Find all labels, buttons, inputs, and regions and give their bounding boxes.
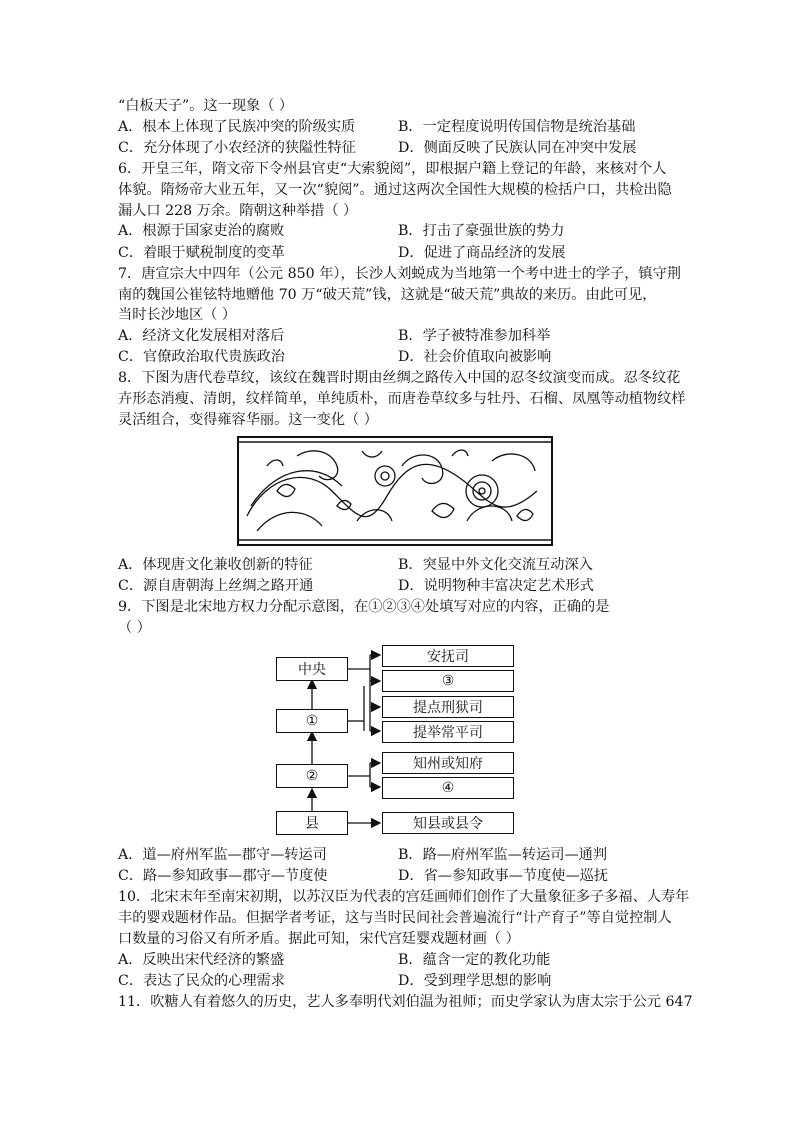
q10-option-d[interactable]: D．受到理学思想的影响 bbox=[398, 973, 552, 989]
q5-option-a[interactable]: A．根本上体现了民族冲突的阶级实质 bbox=[118, 119, 356, 135]
q5-stem-tail: “白板天子”。这一现象（ ） bbox=[118, 98, 294, 114]
diagram-box-blank-4: ④ bbox=[382, 777, 514, 799]
q8-option-c[interactable]: C．源自唐朝海上丝绸之路开通 bbox=[118, 578, 314, 594]
q5-option-c[interactable]: C．充分体现了小农经济的狭隘性特征 bbox=[118, 140, 356, 156]
q6-option-d[interactable]: D．促进了商品经济的发展 bbox=[398, 245, 566, 261]
tang-scroll-pattern-image bbox=[237, 436, 553, 546]
diagram-box-central: 中央 bbox=[276, 657, 348, 681]
q9-stem-line-2: （ ） bbox=[118, 620, 151, 636]
q5-option-b[interactable]: B．一定程度说明传国信物是统治基础 bbox=[398, 119, 636, 135]
diagram-box-zhizhou: 知州或知府 bbox=[382, 752, 514, 774]
q10-option-b[interactable]: B．蕴含一定的教化功能 bbox=[398, 952, 551, 968]
diagram-box-tidian: 提点刑狱司 bbox=[382, 696, 514, 718]
diagram-box-blank-3: ③ bbox=[382, 670, 514, 692]
q8-stem-line-1: 8．下图为唐代卷草纹，该纹在魏晋时期由丝绸之路传入中国的忍冬纹演变而成。忍冬纹花 bbox=[118, 370, 681, 386]
q7-option-a[interactable]: A．经济文化发展相对落后 bbox=[118, 328, 285, 344]
q6-option-c[interactable]: C．着眼于赋税制度的变革 bbox=[118, 245, 285, 261]
q10-option-a[interactable]: A．反映出宋代经济的繁盛 bbox=[118, 952, 285, 968]
diagram-box-county: 县 bbox=[276, 811, 348, 835]
q7-option-c[interactable]: C．官僚政治取代贵族政治 bbox=[118, 349, 285, 365]
q9-option-a[interactable]: A．道—府州军监—郡守—转运司 bbox=[118, 847, 327, 863]
q11-stem-line-1: 11．吹糖人有着悠久的历史，艺人多奉明代刘伯温为祖师；而史学家认为唐太宗于公元 647 bbox=[118, 994, 693, 1010]
q10-option-c[interactable]: C．表达了民众的心理需求 bbox=[118, 973, 285, 989]
q9-option-d[interactable]: D．省—参知政事—节度使—巡抚 bbox=[398, 868, 609, 884]
q8-stem-line-3: 灵活组合，变得雍容华丽。这一变化（ ） bbox=[118, 412, 378, 428]
diagram-box-blank-2: ② bbox=[276, 764, 348, 788]
q8-option-a[interactable]: A．体现唐文化兼收创新的特征 bbox=[118, 557, 313, 573]
q8-option-b[interactable]: B．突显中外文化交流互动深入 bbox=[398, 557, 593, 573]
q8-option-d[interactable]: D．说明物种丰富决定艺术形式 bbox=[398, 578, 594, 594]
q5-option-d[interactable]: D．侧面反映了民族认同在冲突中发展 bbox=[398, 140, 637, 156]
q9-option-b[interactable]: B．路—府州军监—转运司—通判 bbox=[398, 847, 608, 863]
diagram-box-zhixian: 知县或县令 bbox=[382, 812, 514, 834]
q10-stem-line-2: 丰的婴戏题材作品。但据学者考证，这与当时民间社会普遍流行“计产育子”等自觉控制人 bbox=[118, 910, 672, 926]
q6-option-b[interactable]: B．打击了豪强世族的势力 bbox=[398, 223, 565, 239]
q6-stem-line-3: 漏人口 228 万余。隋朝这种举措（ ） bbox=[118, 203, 358, 219]
q6-stem-line-1: 6．开皇三年，隋文帝下令州县官吏“大索貌阅”，即根据户籍上登记的年龄，来核对个人 bbox=[118, 161, 667, 177]
diagram-box-blank-1: ① bbox=[276, 709, 348, 733]
q6-option-a[interactable]: A．根源于国家吏治的腐败 bbox=[118, 223, 285, 239]
q8-stem-line-2: 卉形态消瘦、清朗，纹样简单，单纯质朴，而唐卷草纹多与牡丹、石榴、凤凰等动植物纹样 bbox=[118, 391, 686, 407]
q7-option-d[interactable]: D．社会价值取向被影响 bbox=[398, 349, 552, 365]
q9-option-c[interactable]: C．路—参知政事—郡守—节度使 bbox=[118, 868, 328, 884]
q10-stem-line-3: 口数量的习俗又有所矛盾。据此可知，宋代宫廷婴戏题材画（ ） bbox=[118, 931, 520, 947]
diagram-box-anfusi: 安抚司 bbox=[382, 645, 514, 667]
q10-stem-line-1: 10．北宋末年至南宋初期，以苏汉臣为代表的宫廷画师们创作了大量象征多子多福、人寿年 bbox=[118, 889, 690, 905]
q7-stem-line-1: 7．唐宣宗大中四年（公元 850 年），长沙人刘蜕成为当地第一个考中进士的学子，镇守荆 bbox=[118, 266, 681, 282]
q6-stem-line-2: 体貌。隋炀帝大业五年，又一次“貌阅”。通过这两次全国性大规模的检括户口，共检出隐 bbox=[118, 182, 672, 198]
q7-stem-line-2: 南的魏国公崔铉特地赠他 70 万“破天荒”钱，这就是“破天荒”典故的来历。由此可见， bbox=[118, 287, 657, 303]
q7-stem-line-3: 当时长沙地区（ ） bbox=[118, 307, 237, 323]
diagram-box-tiju: 提举常平司 bbox=[382, 721, 514, 743]
q9-stem-line-1: 9．下图是北宋地方权力分配示意图，在①②③④处填写对应的内容，正确的是 bbox=[118, 599, 610, 615]
northern-song-power-diagram bbox=[272, 642, 520, 842]
q7-option-b[interactable]: B．学子被特准参加科举 bbox=[398, 328, 551, 344]
